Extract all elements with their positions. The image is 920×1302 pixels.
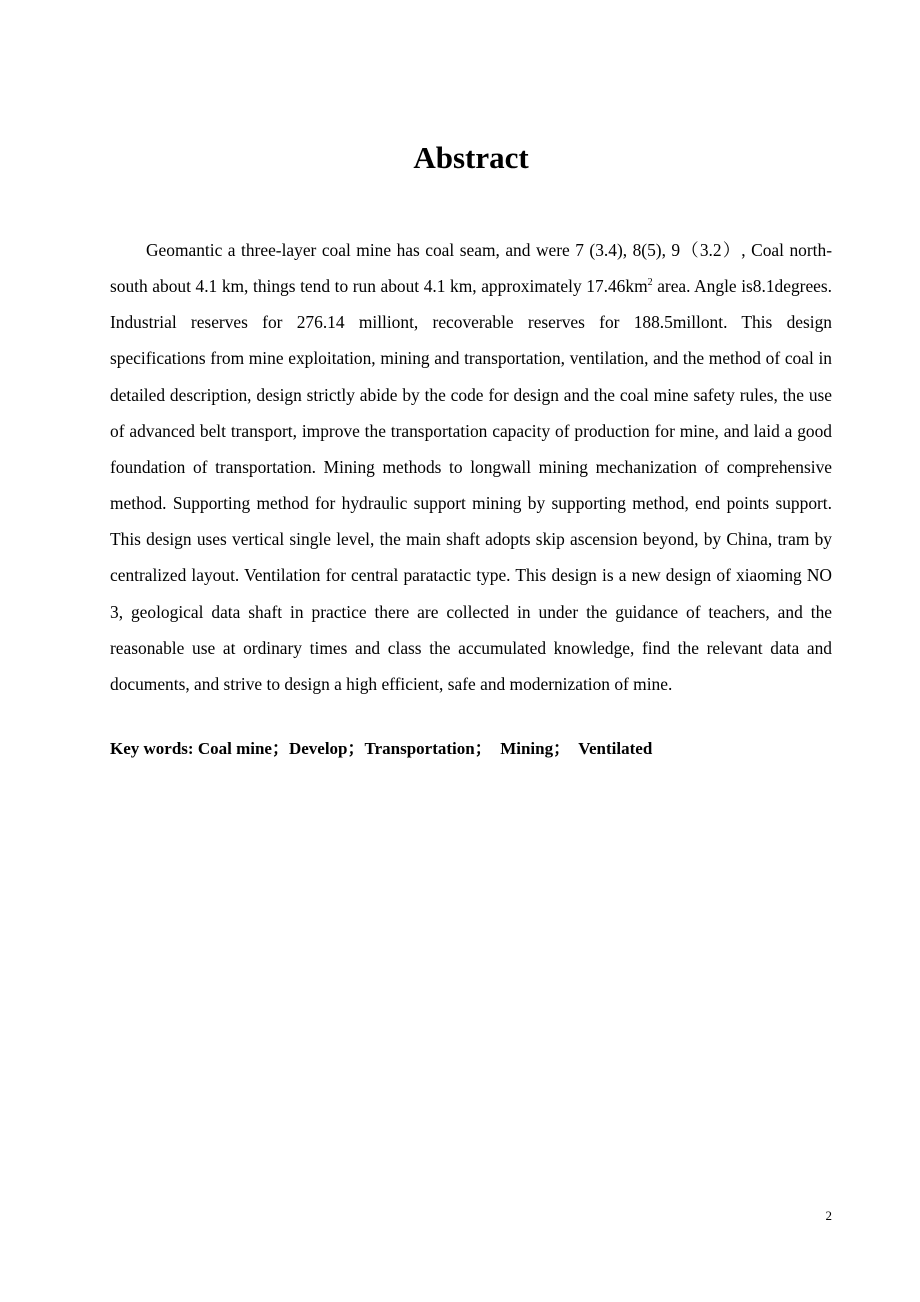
keywords-line: Key words: Coal mine；Develop；Transportation； Mining； Ventilated (110, 739, 653, 758)
abstract-text-part-1: Geomantic a three-layer coal mine has coal seam, and were 7 (3.4), 8(5), 9（3.2）, Coal north-south about 4.1 km, things tend to run about 4.1 km, approximately 17.46km (110, 240, 832, 297)
abstract-text-part-2: area. Angle is8.1degrees. Industrial reserves for 276.14 milliont, recoverable reserves for 188.5millont. This design specifications from mine exploitation, mining and transportation, ventilation, and the method of coal in detailed description, design strictly abide by the code for design and the coal mine safety rules, the use of advanced belt transport, improve the transportation capacity of production for mine, and laid a good foundation of transportation. Mining methods to longwall mining mechanization of comprehensive method. Supporting method for hydraulic support mining by supporting method, end points support. This design uses vertical single level, the main shaft adopts skip ascension beyond, by China, tram by centralized layout. Ventilation for central paratactic type. This design is a new design of xiaoming NO 3, geological data shaft in practice there are collected in under the guidance of teachers, and the reasonable use at ordinary times and class the accumulated knowledge, find the relevant data and documents, and strive to design a high efficient, safe and modernization of mine. (110, 276, 833, 694)
area-superscript: 2 (647, 277, 653, 289)
abstract-title: Abstract (413, 140, 529, 175)
page-number: 2 (825, 1208, 832, 1223)
abstract-paragraph (110, 232, 832, 702)
